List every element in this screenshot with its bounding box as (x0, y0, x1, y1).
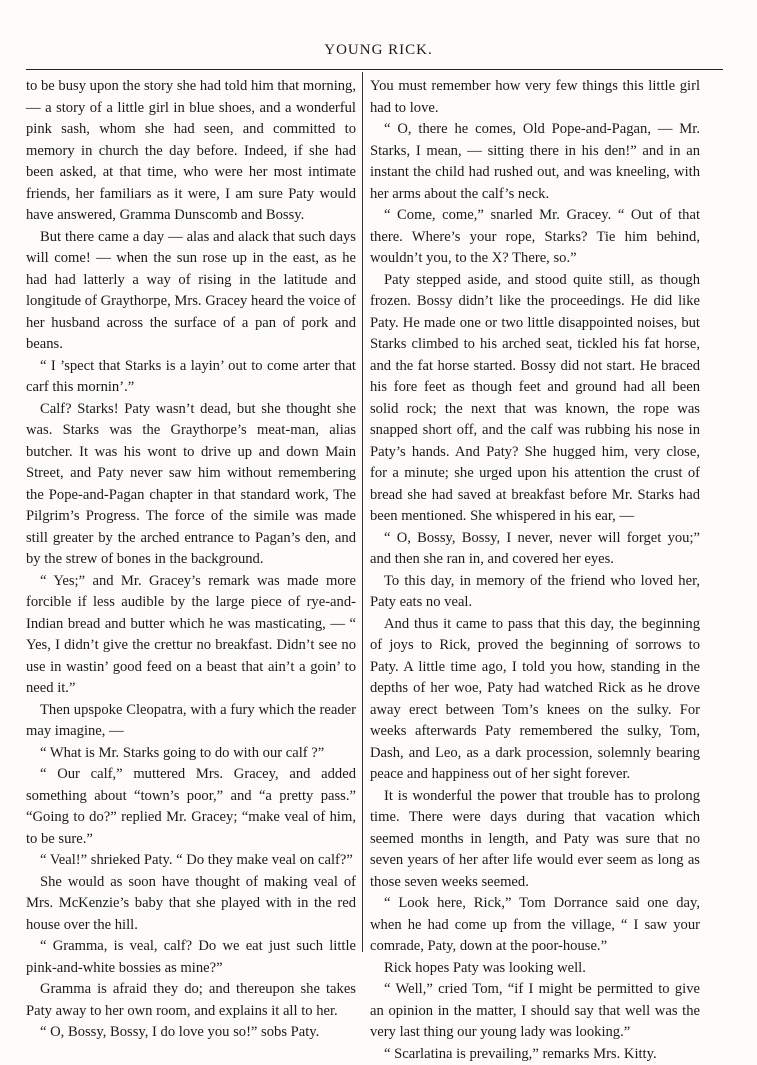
paragraph: Calf? Starks! Paty wasn’t dead, but she thought she was. Starks was the Graythorpe’s meat-man, alias butcher. It was his wont to drive up and down Main Street, and Paty never saw him without remembering the Pope-and-Pagan chapter in that standard work, The Pilgrim’s Progress. The force of the simile was made still greater by the arched entrance to Pagan’s den, and by the strew of bones in the background. (26, 399, 356, 571)
paragraph: “ Yes;” and Mr. Gracey’s remark was made more forcible if less audible by the large piece of rye-and-Indian bread and butter which he was masticating, — “ Yes, I didn’t give the crettur no breakfast. Didn’t see no use in wastin’ good feed on a beast that ain’t a goin’ to need it.” (26, 571, 356, 700)
paragraph: “ O, Bossy, Bossy, I do love you so!” sobs Paty. (26, 1022, 356, 1044)
left-column (26, 76, 356, 1044)
paragraph: Paty stepped aside, and stood quite still, as though frozen. Bossy didn’t like the proceedings. He did like Paty. He made one or two little disappointed noises, but Starks climbed to his arched seat, tickled his fat horse, and the fat horse started. Bossy did not start. He braced his fore feet as though feet and ground had all been solid rock; the next that was known, the rope was snapped short off, and the calf was rubbing his nose in Paty’s hands. And Paty? She hugged him, very close, for a minute; she urged upon his attention the crust of bread she had saved at breakfast before Mr. Starks had been mentioned. She whispered in his ear, — (370, 270, 700, 528)
paragraph: To this day, in memory of the friend who loved her, Paty eats no veal. (370, 571, 700, 614)
paragraph: “ O, Bossy, Bossy, I never, never will forget you;” and then she ran in, and covered her eyes. (370, 528, 700, 571)
paragraph: Then upspoke Cleopatra, with a fury which the reader may imagine, — (26, 700, 356, 743)
page-header: YOUNG RICK. (0, 42, 757, 59)
paragraph: “ O, there he comes, Old Pope-and-Pagan, — Mr. Starks, I mean, — sitting there in his den!” and in an instant the child had rushed out, and was kneeling, with her arms about the calf’s neck. (370, 119, 700, 205)
header-rule (26, 69, 723, 70)
paragraph: She would as soon have thought of making veal of Mrs. McKenzie’s baby that she played with in the red house over the hill. (26, 872, 356, 937)
paragraph: “ Our calf,” muttered Mrs. Gracey, and added something about “town’s poor,” and “a pretty pass.” “Going to do?” replied Mr. Gracey; “make veal of him, to be sure.” (26, 764, 356, 850)
paragraph: “ Well,” cried Tom, “if I might be permitted to give an opinion in the matter, I should say that well was the very last thing our young lady was looking.” (370, 979, 700, 1044)
paragraph: “ Look here, Rick,” Tom Dorrance said one day, when he had come up from the village, “ I saw your comrade, Paty, down at the poor-house.” (370, 893, 700, 958)
paragraph: You must remember how very few things this little girl had to love. (370, 76, 700, 119)
right-column (370, 76, 700, 1065)
paragraph: “ I ’spect that Starks is a layin’ out to come arter that carf this mornin’.” (26, 356, 356, 399)
paragraph: But there came a day — alas and alack that such days will come! — when the sun rose up in the east, as he had had latterly a way of rising in the latitude and longitude of Graythorpe, Mrs. Gracey heard the voice of her husband across the surface of a pan of pork and beans. (26, 227, 356, 356)
paragraph: “ Scarlatina is prevailing,” remarks Mrs. Kitty. (370, 1044, 700, 1065)
column-divider (362, 72, 363, 952)
paragraph: And thus it came to pass that this day, the beginning of joys to Rick, proved the beginning of sorrows to Paty. A little time ago, I told you how, standing in the depths of her woe, Paty had watched Rick as he drove away erect between Tom’s knees on the sulky. For weeks afterwards Paty remembered the sulky, Tom, Dash, and Leo, as a dark procession, solemnly bearing peace and happiness out of her sight forever. (370, 614, 700, 786)
paragraph: “ What is Mr. Starks going to do with our calf ?” (26, 743, 356, 765)
paragraph: “ Veal!” shrieked Paty. “ Do they make veal on calf?” (26, 850, 356, 872)
paragraph: “ Gramma, is veal, calf? Do we eat just such little pink-and-white bossies as mine?” (26, 936, 356, 979)
paragraph: “ Come, come,” snarled Mr. Gracey. “ Out of that there. Where’s your rope, Starks? Tie him behind, wouldn’t you, to the X? There, so.” (370, 205, 700, 270)
paragraph: Rick hopes Paty was looking well. (370, 958, 700, 980)
paragraph: It is wonderful the power that trouble has to prolong time. There were days during that vacation which seemed months in length, and Paty was sure that no seven years of her after life would ever seem as long as those seven weeks seemed. (370, 786, 700, 894)
paragraph: Gramma is afraid they do; and thereupon she takes Paty away to her own room, and explains it all to her. (26, 979, 356, 1022)
paragraph: to be busy upon the story she had told him that morning, — a story of a little girl in blue shoes, and a wonderful pink sash, whom she had seen, and committed to memory in church the day before. Indeed, if she had been asked, at that time, who were her most intimate friends, her familiars as it were, I am sure Paty would have answered, Gramma Dunscomb and Bossy. (26, 76, 356, 227)
